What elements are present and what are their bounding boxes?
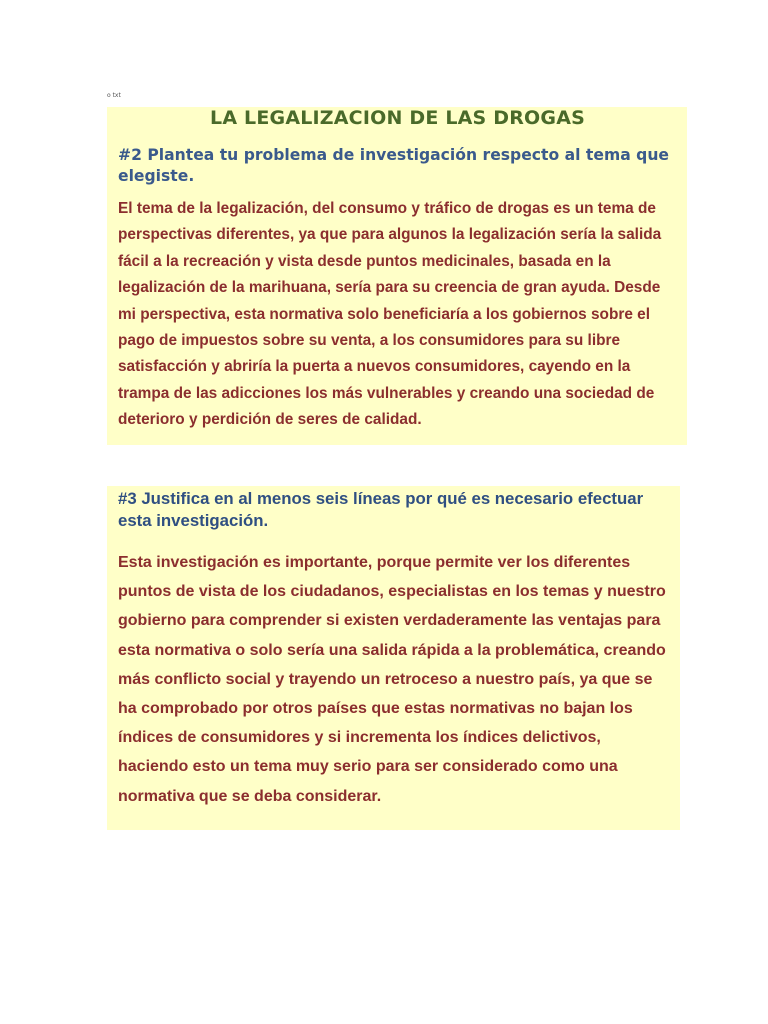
question-2-answer: El tema de la legalización, del consumo y tráfico de drogas es un tema de perspectivas diferentes, ya que para algunos la legalización sería la salida fácil a la recreación y vista desde puntos medicinales, basada en la legalización de la marihuana, sería para su creencia de gran ayuda. Desde mi perspectiva, esta normativa solo beneficiaría a los gobiernos sobre el pago de impuestos sobre su venta, a los consumidores para su libre satisfacción y abriría la puerta a nuevos consumidores, cayendo en la trampa de las adicciones los más vulnerables y creando una sociedad de deterioro y perdición de seres de calidad. [118, 200, 662, 429]
document-title: LA LEGALIZACION DE LAS DROGAS [210, 107, 585, 129]
question-3-answer: Esta investigación es importante, porque permite ver los diferentes puntos de vista de los ciudadanos, especialistas en los temas y nuestro gobierno para comprender si existen verdaderamente las ventajas para esta normativa o solo sería una salida rápida a la problemática, creando más conflicto social y trayendo un retroceso a nuestro país, ya que se ha comprobado por otros países que estas normativas no bajan los índices de consumidores y si incrementa los índices delictivos, haciendo esto un tema muy serio para ser considerado como una normativa que se deba considerar. [118, 554, 666, 805]
highlight-box-justification [107, 486, 680, 830]
question-2-heading: #2 Plantea tu problema de investigación respecto al tema que elegiste. [118, 146, 670, 185]
question-3-heading: #3 Justifica en al menos seis líneas por qué es necesario efectuar esta investigación. [118, 489, 644, 530]
highlight-box-problem [107, 107, 687, 445]
page-label: o txt [107, 92, 121, 99]
